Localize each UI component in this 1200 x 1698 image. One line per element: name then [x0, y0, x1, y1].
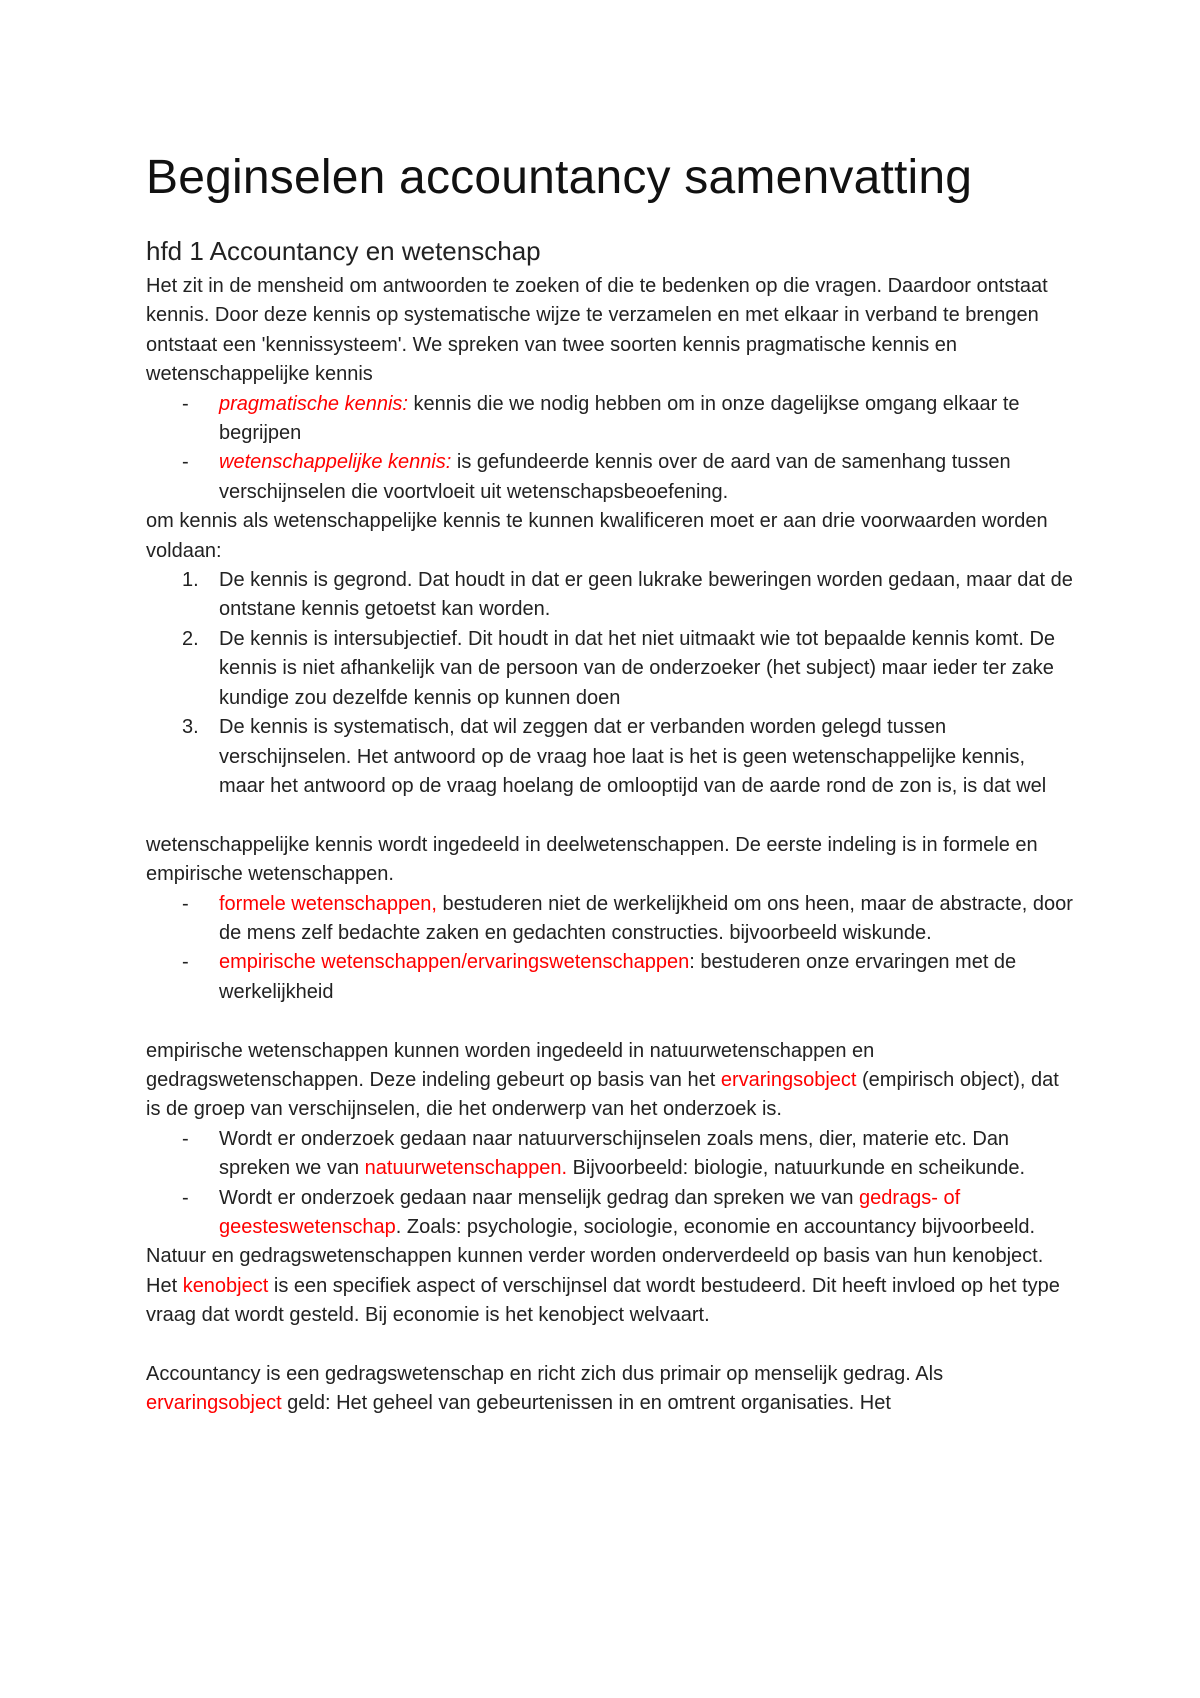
document-title: Beginselen accountancy samenvatting [146, 151, 973, 204]
paragraph-deelwetenschappen: wetenschappelijke kennis wordt ingedeeld in deelwetenschappen. De eerste indeling is in formele en empirische wetenschappen. [146, 833, 1038, 886]
number-marker: 3. [182, 716, 199, 739]
paragraph-text: empirische wetenschappen kunnen worden ingedeeld in natuurwetenschappen en gedragswetenschappen. Deze indeling gebeurt op basis van het [146, 1039, 875, 1091]
paragraph-empirisch [146, 1037, 1076, 1125]
highlighted-term: empirische wetenschappen/ervaringswetenschappen [219, 951, 690, 974]
list-item-text: Wordt er onderzoek gedaan naar natuurverschijnselen zoals mens, dier, materie etc. Dan spreken we van [219, 1127, 1010, 1180]
paragraph-text: (empirisch object), dat is de groep van verschijnselen, die het onderwerp van het onderzoek is. [146, 1068, 1059, 1121]
blank-line [146, 1331, 1076, 1360]
bullet-list-onderzoek [146, 1125, 1076, 1243]
list-item-text: Bijvoorbeeld: biologie, natuurkunde en scheikunde. [567, 1157, 1026, 1180]
paragraph-text: is een specifiek aspect of verschijnsel dat wordt bestudeerd. Dit heeft invloed op het type vraag dat wordt gesteld. Bij economie is het kenobject welvaart. [146, 1274, 1060, 1327]
blank-line [146, 801, 1076, 830]
list-item-text: kennis die we nodig hebben om in onze dagelijkse omgang elkaar te begrijpen [219, 392, 1020, 445]
highlighted-term: gedrags- of geesteswetenschap [219, 1186, 961, 1238]
document-content [146, 150, 1076, 1419]
paragraph-text: geld: Het geheel van gebeurtenissen in en omtrent organisaties. Het [281, 1392, 891, 1415]
number-marker: 2. [182, 627, 199, 650]
bullet-marker: - [182, 892, 189, 915]
list-item-text: bestuderen niet de werkelijkheid om ons heen, maar de abstracte, door de mens zelf bedachte zaken en gedachten constructies. bijvoorbeeld wiskunde. [219, 892, 1073, 944]
list-item [146, 448, 1076, 507]
bullet-marker: - [182, 951, 189, 974]
numbered-list-voorwaarden [146, 566, 1076, 801]
paragraph-accountancy [146, 1360, 1076, 1419]
blank-line [146, 1007, 1076, 1036]
list-item [146, 566, 1076, 625]
highlighted-term: ervaringsobject [720, 1068, 857, 1091]
list-item-text: De kennis is intersubjectief. Dit houdt in dat het niet uitmaakt wie tot bepaalde kennis komt. De kennis is niet afhankelijk van de persoon van de onderzoeker (het subject) maar ieder ter zake kundige zou dezelfde kennis op kunnen doen [219, 627, 1056, 709]
list-item-text: is gefundeerde kennis over de aard van de samenhang tussen verschijnselen die voortvloeit uit wetenschapsbeoefening. [219, 451, 1011, 503]
bullet-marker: - [182, 451, 189, 474]
paragraph-text: Natuur en gedragswetenschappen kunnen verder worden onderverdeeld op basis van hun kenobject. Het [146, 1245, 1044, 1297]
highlighted-term: wetenschappelijke kennis: [219, 451, 452, 474]
number-marker: 1. [182, 569, 199, 592]
bullet-list-kennis [146, 390, 1076, 508]
highlighted-term: pragmatische kennis: [219, 392, 408, 415]
list-item-text: Wordt er onderzoek gedaan naar menselijk gedrag dan spreken we van [219, 1186, 860, 1209]
paragraph-kenobject [146, 1242, 1076, 1330]
paragraph-voorwaarden: om kennis als wetenschappelijke kennis te kunnen kwalificeren moet er aan drie voorwaarden worden voldaan: [146, 510, 1048, 562]
list-item-text: De kennis is gegrond. Dat houdt in dat er geen lukrake beweringen worden gedaan, maar dat de ontstane kennis getoetst kan worden. [219, 569, 1073, 621]
highlighted-term: ervaringsobject [146, 1392, 282, 1415]
list-item [146, 390, 1076, 449]
highlighted-term: formele wetenschappen, [219, 892, 437, 915]
paragraph-text: Accountancy is een gedragswetenschap en richt zich dus primair op menselijk gedrag. Als [146, 1362, 944, 1385]
list-item [146, 713, 1076, 801]
bullet-marker: - [182, 1127, 189, 1150]
list-item [146, 890, 1076, 949]
list-item [146, 948, 1076, 1007]
bullet-marker: - [182, 1186, 189, 1209]
bullet-list-wetenschappen [146, 890, 1076, 1008]
list-item-text: De kennis is systematisch, dat wil zeggen dat er verbanden worden gelegd tussen verschijnselen. Het antwoord op de vraag hoe laat is het is geen wetenschappelijke kennis, maar het antwoord op de vraag hoelang de omlooptijd van de aarde rond de zon is, is dat wel [219, 716, 1047, 797]
highlighted-term: kenobject [182, 1274, 269, 1297]
chapter-heading: hfd 1 Accountancy en wetenschap [146, 236, 541, 266]
list-item-text: : bestuderen onze ervaringen met de werkelijkheid [219, 951, 1017, 1003]
list-item [146, 625, 1076, 713]
list-item [146, 1184, 1076, 1243]
list-item [146, 1125, 1076, 1184]
bullet-marker: - [182, 392, 189, 415]
list-item-text: . Zoals: psychologie, sociologie, economie en accountancy bijvoorbeeld. [395, 1215, 1036, 1238]
paragraph-intro: Het zit in de mensheid om antwoorden te zoeken of die te bedenken op die vragen. Daardoor ontstaat kennis. Door deze kennis op systematische wijze te verzamelen en met elkaar in verband te brengen ontstaat een 'kennissysteem'. We spreken van twee soorten kennis pragmatische kennis en wetenschappelijke kennis [146, 275, 1048, 386]
highlighted-term: natuurwetenschappen. [364, 1157, 568, 1180]
